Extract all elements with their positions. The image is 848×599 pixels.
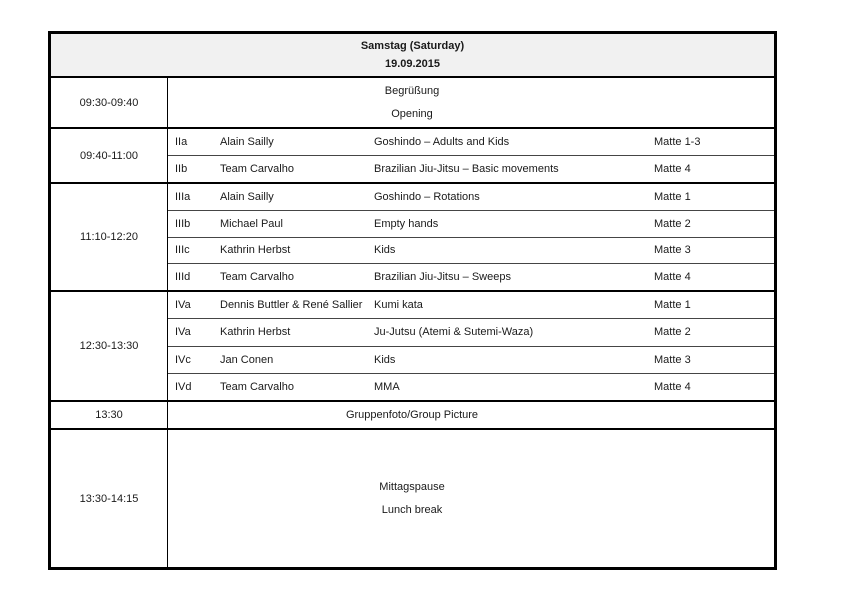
session-id: IIIa: [175, 190, 191, 203]
date-label: 19.09.2015: [384, 58, 441, 70]
event-label: Begrüßung: [384, 84, 440, 97]
session-id: IIId: [175, 271, 191, 284]
event-label: Lunch break: [381, 503, 443, 516]
event-label: Opening: [391, 107, 433, 120]
instructor-name: Kathrin Herbst: [220, 326, 291, 339]
session-topic: MMA: [374, 380, 400, 393]
schedule-block-lunch: [51, 430, 774, 567]
schedule-block-session-2: [51, 129, 774, 184]
session-row: [168, 184, 774, 211]
instructor-name: Michael Paul: [220, 217, 283, 230]
instructor-name: Team Carvalho: [220, 380, 294, 393]
session-id: IIa: [175, 136, 188, 148]
mat-assignment: Matte 4: [654, 271, 691, 284]
instructor-name: Team Carvalho: [220, 271, 294, 284]
instructor-name: Alain Sailly: [220, 190, 274, 203]
day-title: Samstag (Saturday): [360, 40, 465, 52]
mat-assignment: Matte 1: [654, 299, 691, 312]
mat-assignment: Matte 4: [654, 380, 691, 393]
session-row: [168, 211, 774, 238]
mat-assignment: Matte 2: [654, 326, 691, 339]
time-cell: 13:30-14:15: [51, 430, 168, 567]
session-topic: Kids: [374, 244, 396, 257]
event-label: Mittagspause: [379, 480, 445, 493]
time-cell: 09:30-09:40: [51, 78, 168, 127]
session-topic: Ju-Jutsu (Atemi & Sutemi-Waza): [374, 326, 534, 339]
time-cell: 11:10-12:20: [51, 184, 168, 290]
session-row: [168, 292, 774, 319]
center-cell: [168, 430, 774, 567]
time-cell: 09:40-11:00: [51, 129, 168, 182]
instructor-name: Kathrin Herbst: [220, 244, 291, 257]
session-topic: Kumi kata: [374, 299, 423, 312]
schedule-block-session-3: [51, 184, 774, 292]
mat-assignment: Matte 3: [654, 353, 691, 366]
instructor-name: Alain Sailly: [220, 136, 274, 148]
schedule-block-session-4: [51, 292, 774, 402]
center-cell: [168, 78, 774, 127]
schedule-block-group-picture: [51, 402, 774, 430]
session-topic: Brazilian Jiu-Jitsu – Sweeps: [374, 271, 511, 284]
instructor-name: Jan Conen: [220, 353, 274, 366]
mat-assignment: Matte 4: [654, 163, 691, 175]
session-id: IIIc: [175, 244, 190, 257]
session-row: [168, 129, 774, 156]
event-label: Gruppenfoto/Group Picture: [345, 409, 479, 421]
time-cell: 13:30: [51, 402, 168, 428]
session-id: IVa: [175, 326, 191, 339]
session-id: IVc: [175, 353, 191, 366]
session-row: [168, 319, 774, 346]
session-id: IIIb: [175, 217, 191, 230]
mat-assignment: Matte 1-3: [654, 136, 701, 148]
mat-assignment: Matte 3: [654, 244, 691, 257]
mat-assignment: Matte 1: [654, 190, 691, 203]
table-header: [51, 34, 774, 78]
session-topic: Brazilian Jiu-Jitsu – Basic movements: [374, 163, 559, 175]
session-row: [168, 238, 774, 265]
schedule-block-opening: [51, 78, 774, 129]
session-id: IIb: [175, 163, 188, 175]
session-row: [168, 374, 774, 400]
session-id: IVa: [175, 299, 191, 312]
instructor-name: Team Carvalho: [220, 163, 294, 175]
session-topic: Kids: [374, 353, 396, 366]
session-row: [168, 264, 774, 290]
schedule-table: [48, 31, 777, 570]
session-topic: Goshindo – Adults and Kids: [374, 136, 510, 148]
center-cell: [168, 402, 774, 428]
instructor-name: Dennis Buttler & René Sallier: [220, 299, 363, 312]
session-row: [168, 156, 774, 182]
session-topic: Empty hands: [374, 217, 439, 230]
mat-assignment: Matte 2: [654, 217, 691, 230]
session-row: [168, 347, 774, 374]
time-cell: 12:30-13:30: [51, 292, 168, 400]
session-id: IVd: [175, 380, 192, 393]
session-topic: Goshindo – Rotations: [374, 190, 480, 203]
